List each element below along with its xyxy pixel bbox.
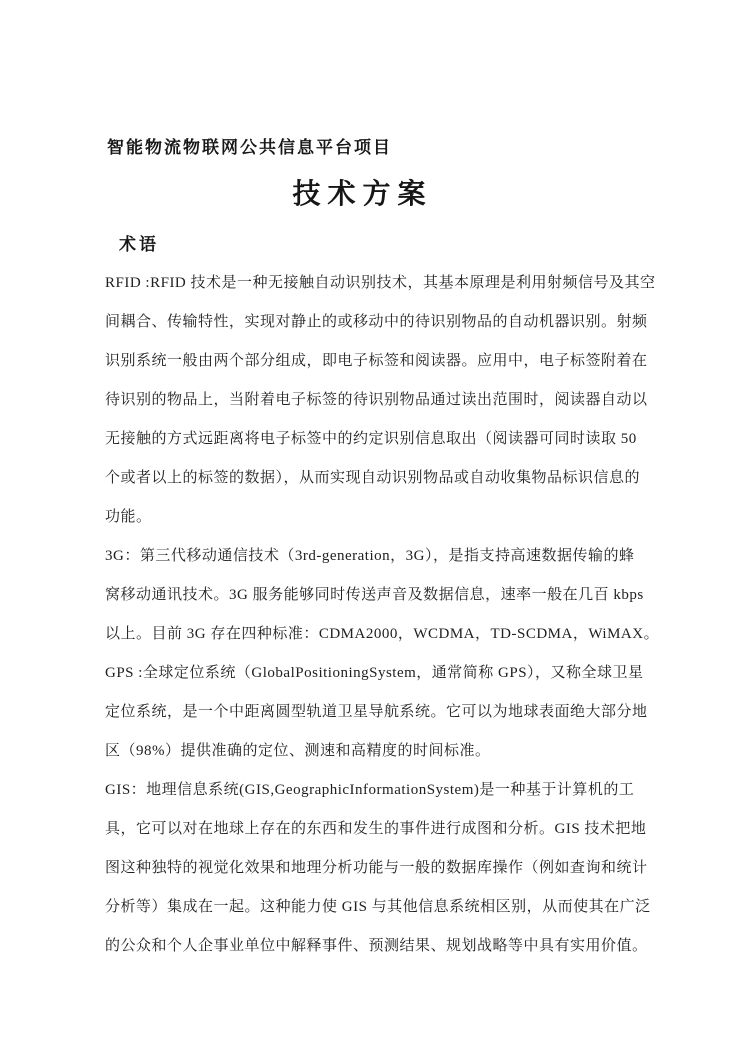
- text-line: 功能。: [105, 509, 152, 525]
- text-line: 分析等）集成在一起。这种能力使 GIS 与其他信息系统相区别，从而使其在广泛: [105, 899, 651, 915]
- section-heading-terms: 术语: [119, 235, 159, 254]
- text-line: 区（98%）提供准确的定位、测速和高精度的时间标准。: [105, 743, 491, 759]
- text-line: 间耦合、传输特性，实现对静止的或移动中的待识别物品的自动机器识别。射频: [105, 314, 648, 330]
- document-body: [105, 264, 660, 966]
- text-line: RFID :RFID 技术是一种无接触自动识别技术，其基本原理是利用射频信号及其空: [105, 275, 656, 291]
- paragraph-rfid: [105, 264, 656, 537]
- text-line: 图这种独特的视觉化效果和地理分析功能与一般的数据库操作（例如查询和统计: [105, 860, 648, 876]
- text-line: 个或者以上的标签的数据），从而实现自动识别物品或自动收集物品标识信息的: [105, 470, 641, 486]
- text-line: 3G：第三代移动通信技术（3rd-generation，3G），是指支持高速数据传输的蜂: [105, 548, 635, 564]
- paragraph-3g: [105, 537, 660, 654]
- text-line: 识别系统一般由两个部分组成，即电子标签和阅读器。应用中，电子标签附着在: [105, 353, 648, 369]
- document-subtitle: 技术方案: [292, 179, 433, 210]
- text-line: 的公众和个人企事业单位中解释事件、预测结果、规划战略等中具有实用价值。: [105, 938, 648, 954]
- text-line: 待识别的物品上，当附着电子标签的待识别物品通过读出范围时，阅读器自动以: [105, 392, 648, 408]
- paragraph-gis: [105, 771, 651, 966]
- document-title: 智能物流物联网公共信息平台项目: [107, 138, 392, 157]
- text-line: 无接触的方式远距离将电子标签中的约定识别信息取出（阅读器可同时读取 50: [105, 431, 637, 447]
- text-line: GPS :全球定位系统（GlobalPositioningSystem，通常简称 GPS），又称全球卫星: [105, 665, 644, 681]
- text-line: 具，它可以对在地球上存在的东西和发生的事件进行成图和分析。GIS 技术把地: [105, 821, 647, 837]
- text-line: GIS：地理信息系统(GIS,GeographicInformationSystem)是一种基于计算机的工: [105, 782, 635, 798]
- text-line: 窝移动通讯技术。3G 服务能够同时传送声音及数据信息，速率一般在几百 kbps: [105, 587, 644, 603]
- text-line: 定位系统，是一个中距离圆型轨道卫星导航系统。它可以为地球表面绝大部分地: [105, 704, 648, 720]
- paragraph-gps: [105, 654, 648, 771]
- text-line: 以上。目前 3G 存在四种标准：CDMA2000，WCDMA，TD-SCDMA，WiMAX。: [105, 626, 660, 642]
